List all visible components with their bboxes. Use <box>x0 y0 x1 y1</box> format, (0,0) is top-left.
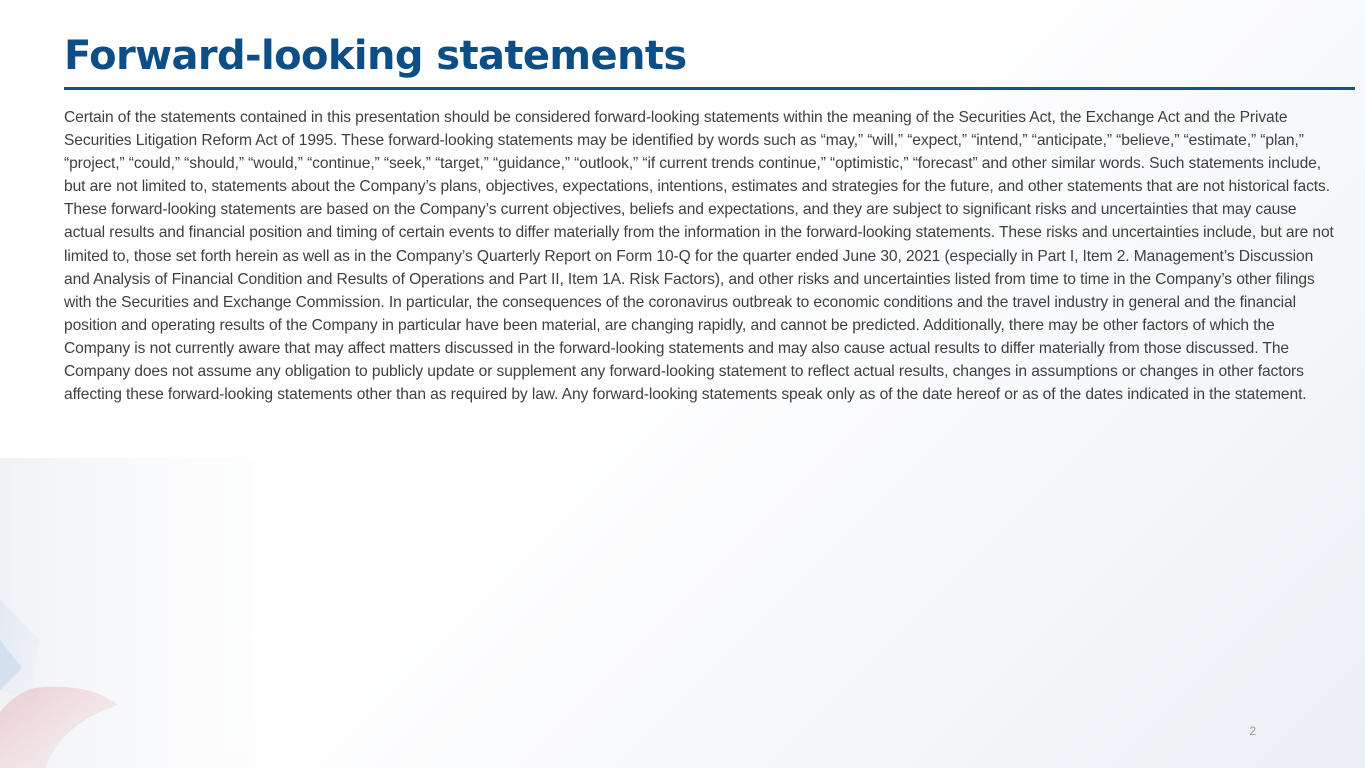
title-underline <box>64 87 1355 90</box>
page-title: Forward-looking statements <box>64 33 687 79</box>
disclaimer-paragraph: Certain of the statements contained in this presentation should be considered forward-looking statements within the meaning of the Securities Act, the Exchange Act and the Private Securities Litigation Reform Act of 1995. These forward-looking statements may be identified by words such as “may,” “will,” “expect,” “intend,” “anticipate,” “believe,” “estimate,” “plan,” “project,” “could,” “should,” “would,” “continue,” “seek,” “target,” “guidance,” “outlook,” “if current trends continue,” “optimistic,” “forecast” and other similar words. Such statements include, but are not limited to, statements about the Company’s plans, objectives, expectations, intentions, estimates and strategies for the future, and other statements that are not historical facts. These forward-looking statements are based on the Company’s current objectives, beliefs and expectations, and they are subject to significant risks and uncertainties that may cause actual results and financial position and timing of certain events to differ materially from the information in the forward-looking statements. These risks and uncertainties include, but are not limited to, those set forth herein as well as in the Company’s Quarterly Report on Form 10-Q for the quarter ended June 30, 2021 (especially in Part I, Item 2. Management’s Discussion and Analysis of Financial Condition and Results of Operations and Part II, Item 1A. Risk Factors), and other risks and uncertainties listed from time to time in the Company’s other filings with the Securities and Exchange Commission. In particular, the consequences of the coronavirus outbreak to economic conditions and the travel industry in general and the financial position and operating results of the Company in particular have been material, are changing rapidly, and cannot be predicted. Additionally, there may be other factors of which the Company is not currently aware that may affect matters discussed in the forward-looking statements and may also cause actual results to differ materially from those discussed. The Company does not assume any obligation to publicly update or supplement any forward-looking statement to reflect actual results, changes in assumptions or changes in other factors affecting these forward-looking statements other than as required by law. Any forward-looking statements speak only as of the date hereof or as of the dates indicated in the statement. <box>64 109 1334 404</box>
page-number: 2 <box>1249 724 1256 738</box>
